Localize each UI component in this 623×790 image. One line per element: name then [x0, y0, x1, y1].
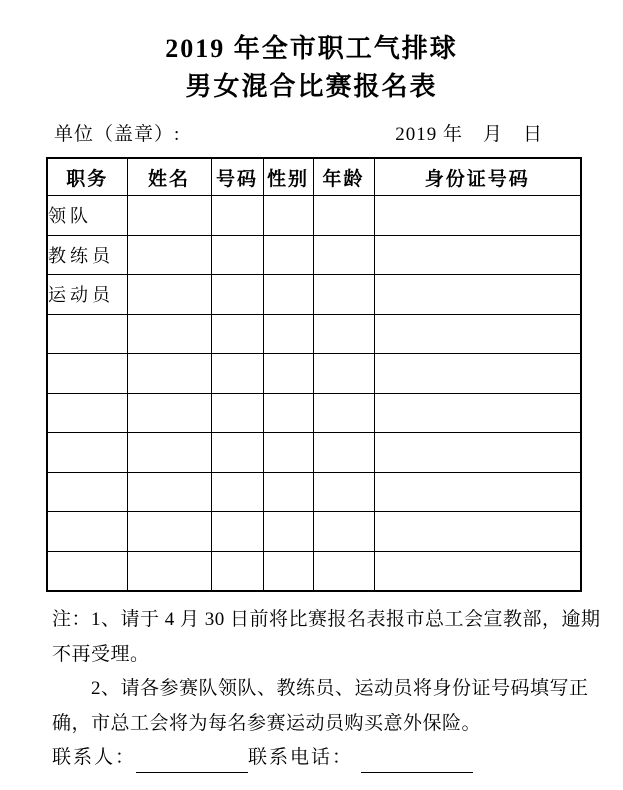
cell-age: [313, 275, 374, 315]
cell-age: [313, 393, 374, 433]
cell-age: [313, 472, 374, 512]
note-line-1: 注：1、请于 4 月 30 日前将比赛报名表报市总工会宣教部，逾期: [52, 609, 601, 630]
cell-id-number: [374, 433, 581, 473]
table-header-row: [47, 158, 581, 196]
header-id-number: 身份证号码: [374, 158, 581, 196]
cell-name: [127, 354, 211, 394]
header-gender: 性别: [263, 158, 313, 196]
cell-id-number: [374, 354, 581, 394]
cell-number: [211, 472, 263, 512]
unit-seal-label: 单位（盖章）:: [54, 124, 181, 145]
cell-name: [127, 393, 211, 433]
cell-id-number: [374, 551, 581, 591]
cell-gender: [263, 551, 313, 591]
header-name: 姓名: [127, 158, 211, 196]
note-line-3: 2、请各参赛队领队、教练员、运动员将身份证号码填写正: [91, 678, 589, 699]
table-row: [47, 393, 581, 433]
cell-position: 教练员: [47, 235, 127, 275]
cell-name: [127, 551, 211, 591]
note-line-4: 确，市总工会将为每名参赛运动员购买意外保险。: [52, 712, 482, 734]
cell-position: [47, 354, 127, 394]
note-line-2: 不再受理。: [52, 643, 150, 665]
cell-gender: [263, 314, 313, 354]
cell-number: [211, 314, 263, 354]
cell-name: [127, 512, 211, 552]
cell-position: [47, 551, 127, 591]
cell-gender: [263, 512, 313, 552]
cell-name: [127, 275, 211, 315]
contact-row: [52, 741, 623, 776]
cell-position: [47, 433, 127, 473]
cell-id-number: [374, 196, 581, 236]
cell-gender: [263, 354, 313, 394]
cell-number: [211, 196, 263, 236]
cell-id-number: [374, 235, 581, 275]
header-position: 职务: [47, 158, 127, 196]
table-row: [47, 433, 581, 473]
table-row: [47, 512, 581, 552]
cell-age: [313, 314, 374, 354]
form-title-line1: 2019 年全市职工气排球: [165, 34, 458, 63]
cell-age: [313, 433, 374, 473]
cell-age: [313, 235, 374, 275]
table-row: [47, 275, 581, 315]
cell-id-number: [374, 472, 581, 512]
cell-number: [211, 433, 263, 473]
cell-id-number: [374, 512, 581, 552]
cell-age: [313, 512, 374, 552]
cell-number: [211, 235, 263, 275]
cell-age: [313, 551, 374, 591]
cell-gender: [263, 275, 313, 315]
cell-age: [313, 354, 374, 394]
cell-number: [211, 393, 263, 433]
date-label: 2019 年 月 日: [395, 124, 543, 145]
cell-id-number: [374, 393, 581, 433]
cell-name: [127, 196, 211, 236]
table-row: [47, 314, 581, 354]
cell-position: 领队: [47, 196, 127, 236]
contact-phone-label: 联系电话：: [248, 747, 354, 768]
cell-number: [211, 275, 263, 315]
header-number: 号码: [211, 158, 263, 196]
cell-name: [127, 235, 211, 275]
cell-number: [211, 551, 263, 591]
table-row: [47, 196, 581, 236]
cell-id-number: [374, 275, 581, 315]
cell-position: 运动员: [47, 275, 127, 315]
contact-person-blank: [136, 750, 248, 773]
cell-name: [127, 472, 211, 512]
cell-id-number: [374, 314, 581, 354]
contact-person-label: 联系人：: [52, 747, 137, 768]
table-row: [47, 551, 581, 591]
registration-table: [46, 157, 582, 592]
cell-name: [127, 314, 211, 354]
cell-position: [47, 512, 127, 552]
cell-number: [211, 512, 263, 552]
cell-gender: [263, 472, 313, 512]
table-row: [47, 472, 581, 512]
cell-gender: [263, 433, 313, 473]
form-title: [0, 30, 623, 106]
cell-gender: [263, 235, 313, 275]
notes-section: [52, 603, 601, 741]
cell-name: [127, 433, 211, 473]
cell-gender: [263, 393, 313, 433]
table-row: [47, 235, 581, 275]
contact-phone-blank: [361, 750, 473, 773]
cell-number: [211, 354, 263, 394]
cell-position: [47, 393, 127, 433]
table-row: [47, 354, 581, 394]
meta-row: [54, 124, 543, 146]
cell-age: [313, 196, 374, 236]
cell-gender: [263, 196, 313, 236]
form-title-line2: 男女混合比赛报名表: [185, 72, 438, 101]
cell-position: [47, 472, 127, 512]
header-age: 年龄: [313, 158, 374, 196]
cell-position: [47, 314, 127, 354]
